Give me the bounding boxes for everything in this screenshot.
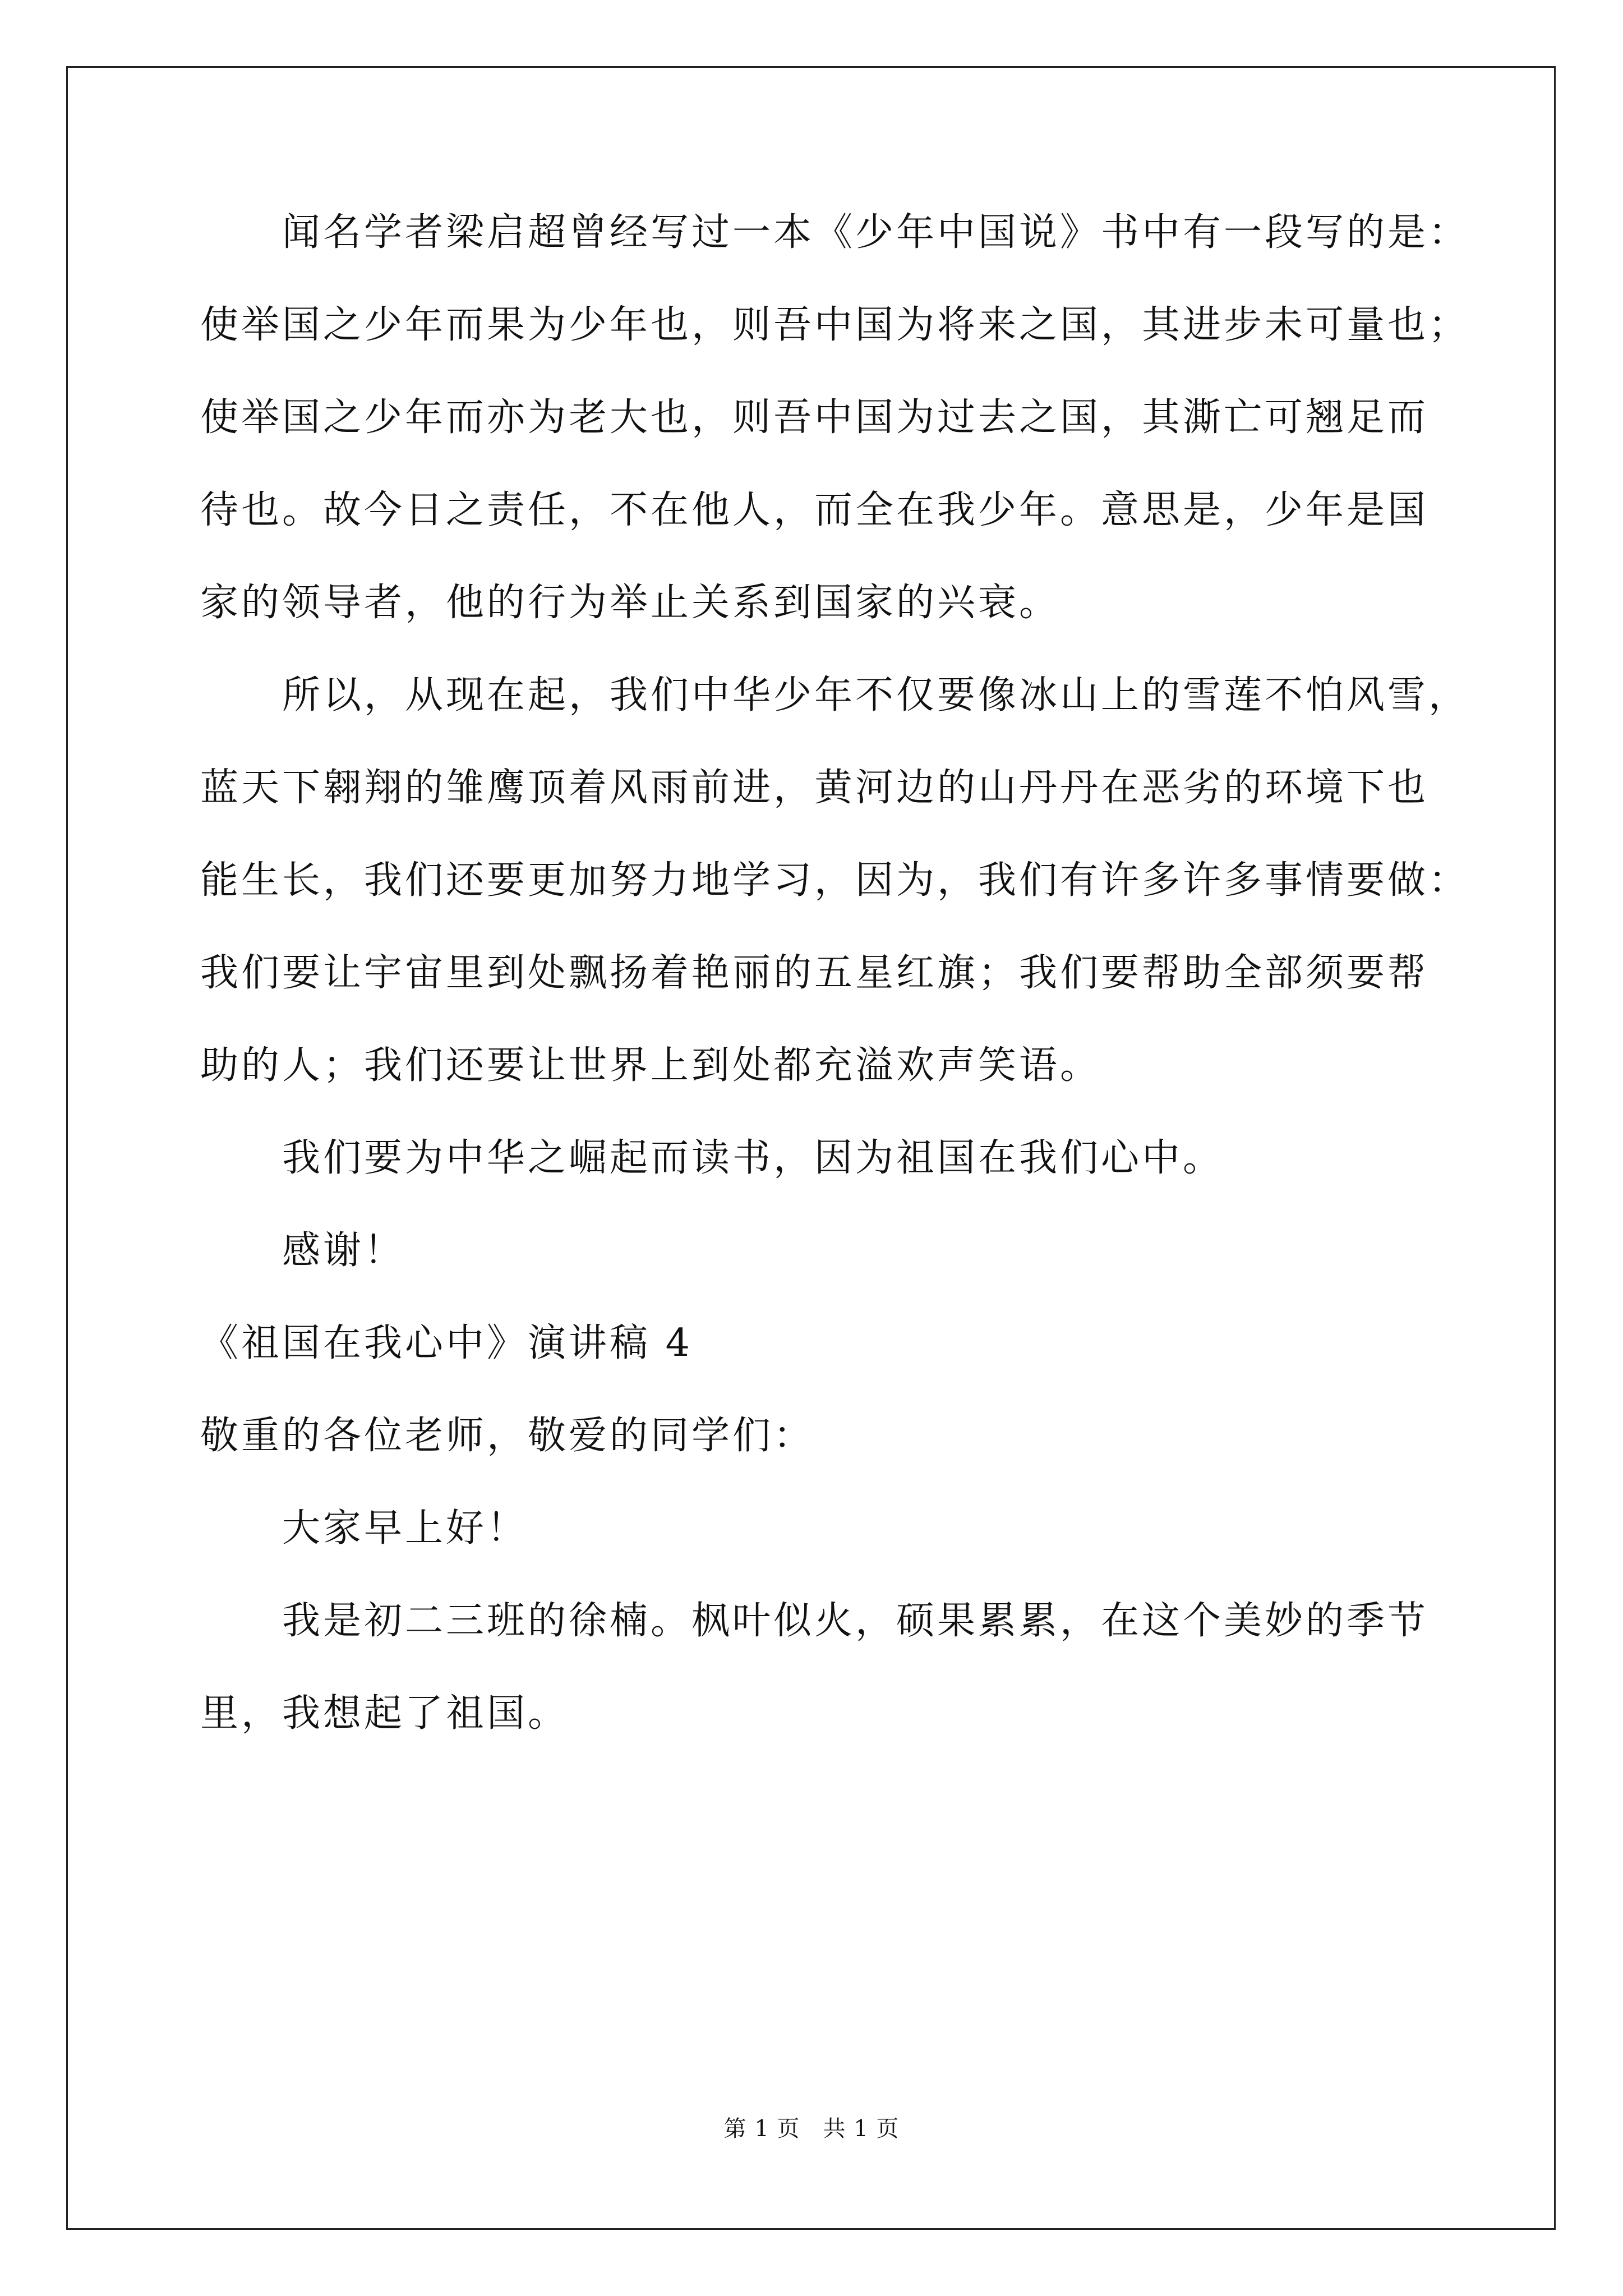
page-number: 第 1 页 共 1 页 [723,2116,900,2142]
section-heading: 《祖国在我心中》演讲稿 4 [200,1321,693,1365]
paragraph-line: 闻名学者梁启超曾经写过一本《少年中国说》书中有一段写的是： [282,210,1470,255]
paragraph-line: 待也。故今日之责任，不在他人，而全在我少年。意思是，少年是国 [200,488,1429,532]
paragraph-line: 助的人；我们还要让世界上到处都充溢欢声笑语。 [200,1043,1101,1088]
salutation: 敬重的各位老师，敬爱的同学们： [200,1414,815,1458]
greeting: 大家早上好！ [282,1506,528,1550]
paragraph-line: 能生长，我们还要更加努力地学习，因为，我们有许多许多事情要做： [200,858,1470,903]
paragraph-line: 使举国之少年而果为少年也，则吾中国为将来之国，其进步未可量也； [200,303,1470,347]
paragraph-line: 使举国之少年而亦为老大也，则吾中国为过去之国，其澌亡可翘足而 [200,395,1429,440]
closing-line: 感谢！ [282,1228,405,1273]
paragraph-line: 所以，从现在起，我们中华少年不仅要像冰山上的雪莲不怕风雪， [282,673,1470,717]
paragraph-line: 里，我想起了祖国。 [200,1691,569,1736]
paragraph-line: 我们要为中华之崛起而读书，因为祖国在我们心中。 [282,1136,1224,1180]
paragraph-line: 我是初二三班的徐楠。枫叶似火，硕果累累，在这个美妙的季节 [282,1599,1429,1643]
paragraph-line: 我们要让宇宙里到处飘扬着艳丽的五星红旗；我们要帮助全部须要帮 [200,951,1429,995]
paragraph-line: 蓝天下翱翔的雏鹰顶着风雨前进，黄河边的山丹丹在恶劣的环境下也 [200,766,1429,810]
paragraph-line: 家的领导者，他的行为举止关系到国家的兴衰。 [200,581,1061,625]
